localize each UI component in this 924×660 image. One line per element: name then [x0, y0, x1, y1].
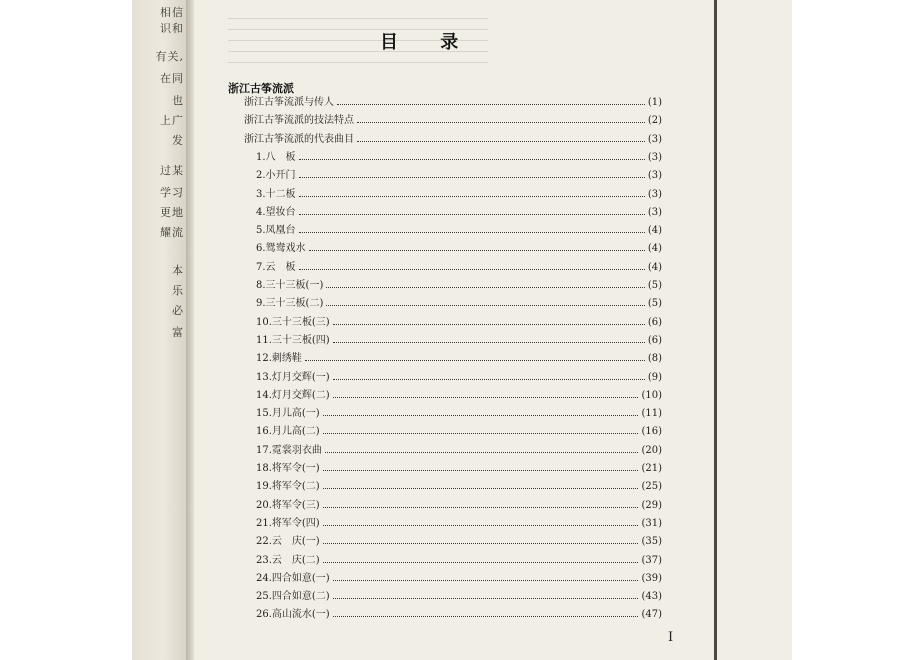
toc-leader-dots [323, 525, 639, 526]
toc-entry-page: (29) [641, 499, 662, 511]
toc-entry [256, 188, 662, 202]
toc-entry [244, 114, 662, 128]
left-page-text: 本 [172, 264, 184, 277]
toc-leader-dots [323, 415, 639, 416]
toc-entry-label: 1.八 板 [256, 151, 296, 163]
toc-leader-dots [326, 305, 644, 306]
toc-leader-dots [323, 470, 639, 471]
toc-entry-label: 10.三十三板(三) [256, 316, 330, 328]
left-page-text: 过某 [160, 164, 184, 177]
toc-entry-page: (1) [647, 97, 662, 108]
left-page-text: 也 [172, 94, 184, 107]
left-page-text: 富 [172, 326, 184, 339]
toc-entry-label: 8.三十三板(一) [256, 280, 324, 291]
toc-entry-page: (43) [641, 591, 662, 603]
toc-leader-dots [357, 141, 645, 142]
toc-leader-dots [326, 287, 644, 288]
toc-entry-page: (6) [647, 316, 662, 328]
page-edge [714, 0, 717, 660]
toc-leader-dots [337, 104, 645, 105]
toc-entry-label: 4.望妆台 [256, 206, 296, 218]
toc-entry [256, 535, 662, 549]
toc-entry [256, 206, 662, 220]
toc-entry-page: (37) [641, 554, 662, 566]
toc-entry [256, 371, 662, 385]
toc-entry-page: (3) [647, 151, 662, 163]
left-page [132, 0, 188, 660]
toc-entry-label: 18.将军令(一) [256, 463, 320, 474]
toc-entry-label: 9.三十三板(二) [256, 298, 324, 310]
toc-leader-dots [333, 397, 639, 398]
toc-leader-dots [333, 324, 645, 325]
toc-entry [256, 480, 662, 494]
toc-entry-label: 2.小开门 [256, 170, 296, 182]
toc-entry-label: 25.四合如意(二) [256, 591, 330, 603]
toc-entry [256, 261, 662, 275]
left-page-text: 耀流 [160, 226, 184, 239]
toc-leader-dots [299, 269, 645, 270]
toc-entry [256, 608, 662, 622]
toc-leader-dots [325, 452, 639, 453]
toc-entry [256, 554, 662, 568]
toc-entry-label: 16.月儿高(二) [256, 426, 320, 438]
toc-entry-label: 15.月儿高(一) [256, 408, 320, 420]
toc-leader-dots [323, 562, 639, 563]
toc-entry-page: (20) [641, 444, 662, 456]
toc-entry-page: (8) [647, 353, 662, 365]
toc-entry-label: 21.将军令(四) [256, 517, 320, 529]
page-number: I [668, 630, 674, 645]
toc-entry-page: (5) [647, 280, 662, 291]
toc-entry [256, 224, 662, 238]
toc-leader-dots [333, 580, 639, 581]
toc-entry-label: 12.刺绣鞋 [256, 353, 302, 365]
toc-entry-page: (11) [641, 408, 662, 420]
left-page-text: 发 [172, 134, 184, 147]
left-page-text: 在同 [160, 72, 184, 85]
toc-leader-dots [357, 122, 645, 123]
toc-entry [256, 316, 662, 330]
toc-entry-label: 14.灯月交辉(二) [256, 389, 330, 401]
toc-entry [256, 407, 662, 421]
toc-entry-page: (9) [647, 371, 662, 383]
toc-leader-dots [333, 616, 639, 617]
toc-entry-page: (6) [647, 334, 662, 346]
toc-entry [244, 133, 662, 147]
toc-leader-dots [323, 543, 639, 544]
toc-entry-page: (16) [641, 426, 662, 438]
toc-entry-page: (5) [647, 298, 662, 310]
toc-entry-page: (2) [647, 115, 662, 127]
toc-entry-page: (21) [641, 463, 662, 474]
toc-leader-dots [323, 507, 639, 508]
toc-entry [256, 462, 662, 476]
toc-entry-page: (47) [641, 609, 662, 621]
toc-leader-dots [299, 232, 645, 233]
toc-entry [256, 352, 662, 366]
toc-entry-label: 19.将军令(二) [256, 481, 320, 493]
toc-entry [256, 590, 662, 604]
toc-entry-page: (10) [641, 389, 662, 401]
toc-entry-label: 浙江古筝流派与传人 [244, 97, 334, 108]
left-page-text: 有关, [155, 50, 184, 63]
toc-leader-dots [333, 598, 639, 599]
toc-leader-dots [333, 342, 645, 343]
toc-entry [256, 242, 662, 256]
page-title: 目 录 [380, 32, 477, 53]
toc-entry-label: 浙江古筝流派的技法特点 [244, 115, 354, 127]
toc-entry-label: 浙江古筝流派的代表曲目 [244, 133, 354, 145]
toc-entry-label: 26.高山流水(一) [256, 609, 330, 621]
toc-entry [256, 444, 662, 458]
toc-entry [256, 297, 662, 311]
toc-entry-label: 5.凤凰台 [256, 225, 296, 237]
toc-entry [256, 425, 662, 439]
toc-entry-page: (4) [647, 243, 662, 255]
toc-leader-dots [333, 379, 645, 380]
toc-entry [256, 151, 662, 165]
toc-entry [244, 96, 662, 110]
toc-leader-dots [299, 196, 645, 197]
toc-entry-label: 24.四合如意(一) [256, 572, 330, 584]
toc-entry-label: 3.十二板 [256, 188, 296, 200]
toc-leader-dots [323, 433, 639, 434]
left-page-text: 更地 [160, 206, 184, 219]
toc-entry [256, 572, 662, 586]
section-title: 浙江古筝流派 [228, 82, 294, 95]
toc-entry [256, 169, 662, 183]
toc-entry-page: (3) [647, 133, 662, 145]
left-page-text: 必 [172, 304, 184, 317]
toc-entry-page: (31) [641, 517, 662, 529]
toc-entry-label: 6.鸳鸯戏水 [256, 243, 306, 255]
toc-leader-dots [299, 177, 645, 178]
toc-entry-page: (4) [647, 225, 662, 237]
toc-entry-label: 11.三十三板(四) [256, 334, 330, 346]
toc-leader-dots [309, 250, 645, 251]
toc-entry-page: (25) [641, 481, 662, 493]
left-page-text: 上广 [160, 114, 184, 127]
toc-leader-dots [305, 360, 645, 361]
toc-entry-label: 20.将军令(三) [256, 499, 320, 511]
left-page-text: 学习 [160, 186, 184, 199]
toc-entry-label: 7.云 板 [256, 261, 296, 273]
left-page-text: 相信 [160, 6, 184, 19]
toc-leader-dots [323, 488, 639, 489]
toc-entry-page: (35) [641, 536, 662, 548]
toc-entry [256, 334, 662, 348]
toc-entry-label: 22.云 庆(一) [256, 536, 320, 548]
toc-entry-label: 23.云 庆(二) [256, 554, 320, 566]
toc-entry [256, 389, 662, 403]
toc-entry-label: 13.灯月交辉(一) [256, 371, 330, 383]
toc-entry-page: (39) [641, 572, 662, 584]
toc-entry-page: (3) [647, 170, 662, 182]
toc-entry-page: (3) [647, 188, 662, 200]
left-page-text: 乐 [172, 284, 184, 297]
toc-entry [256, 499, 662, 513]
toc-entry-page: (3) [647, 206, 662, 218]
toc-leader-dots [299, 159, 645, 160]
left-page-text: 识和 [160, 22, 184, 35]
toc-leader-dots [299, 214, 645, 215]
toc-entry [256, 517, 662, 531]
toc-entry-label: 17.霓裳羽衣曲 [256, 444, 322, 456]
toc-entry [256, 279, 662, 293]
toc-entry-page: (4) [647, 261, 662, 273]
